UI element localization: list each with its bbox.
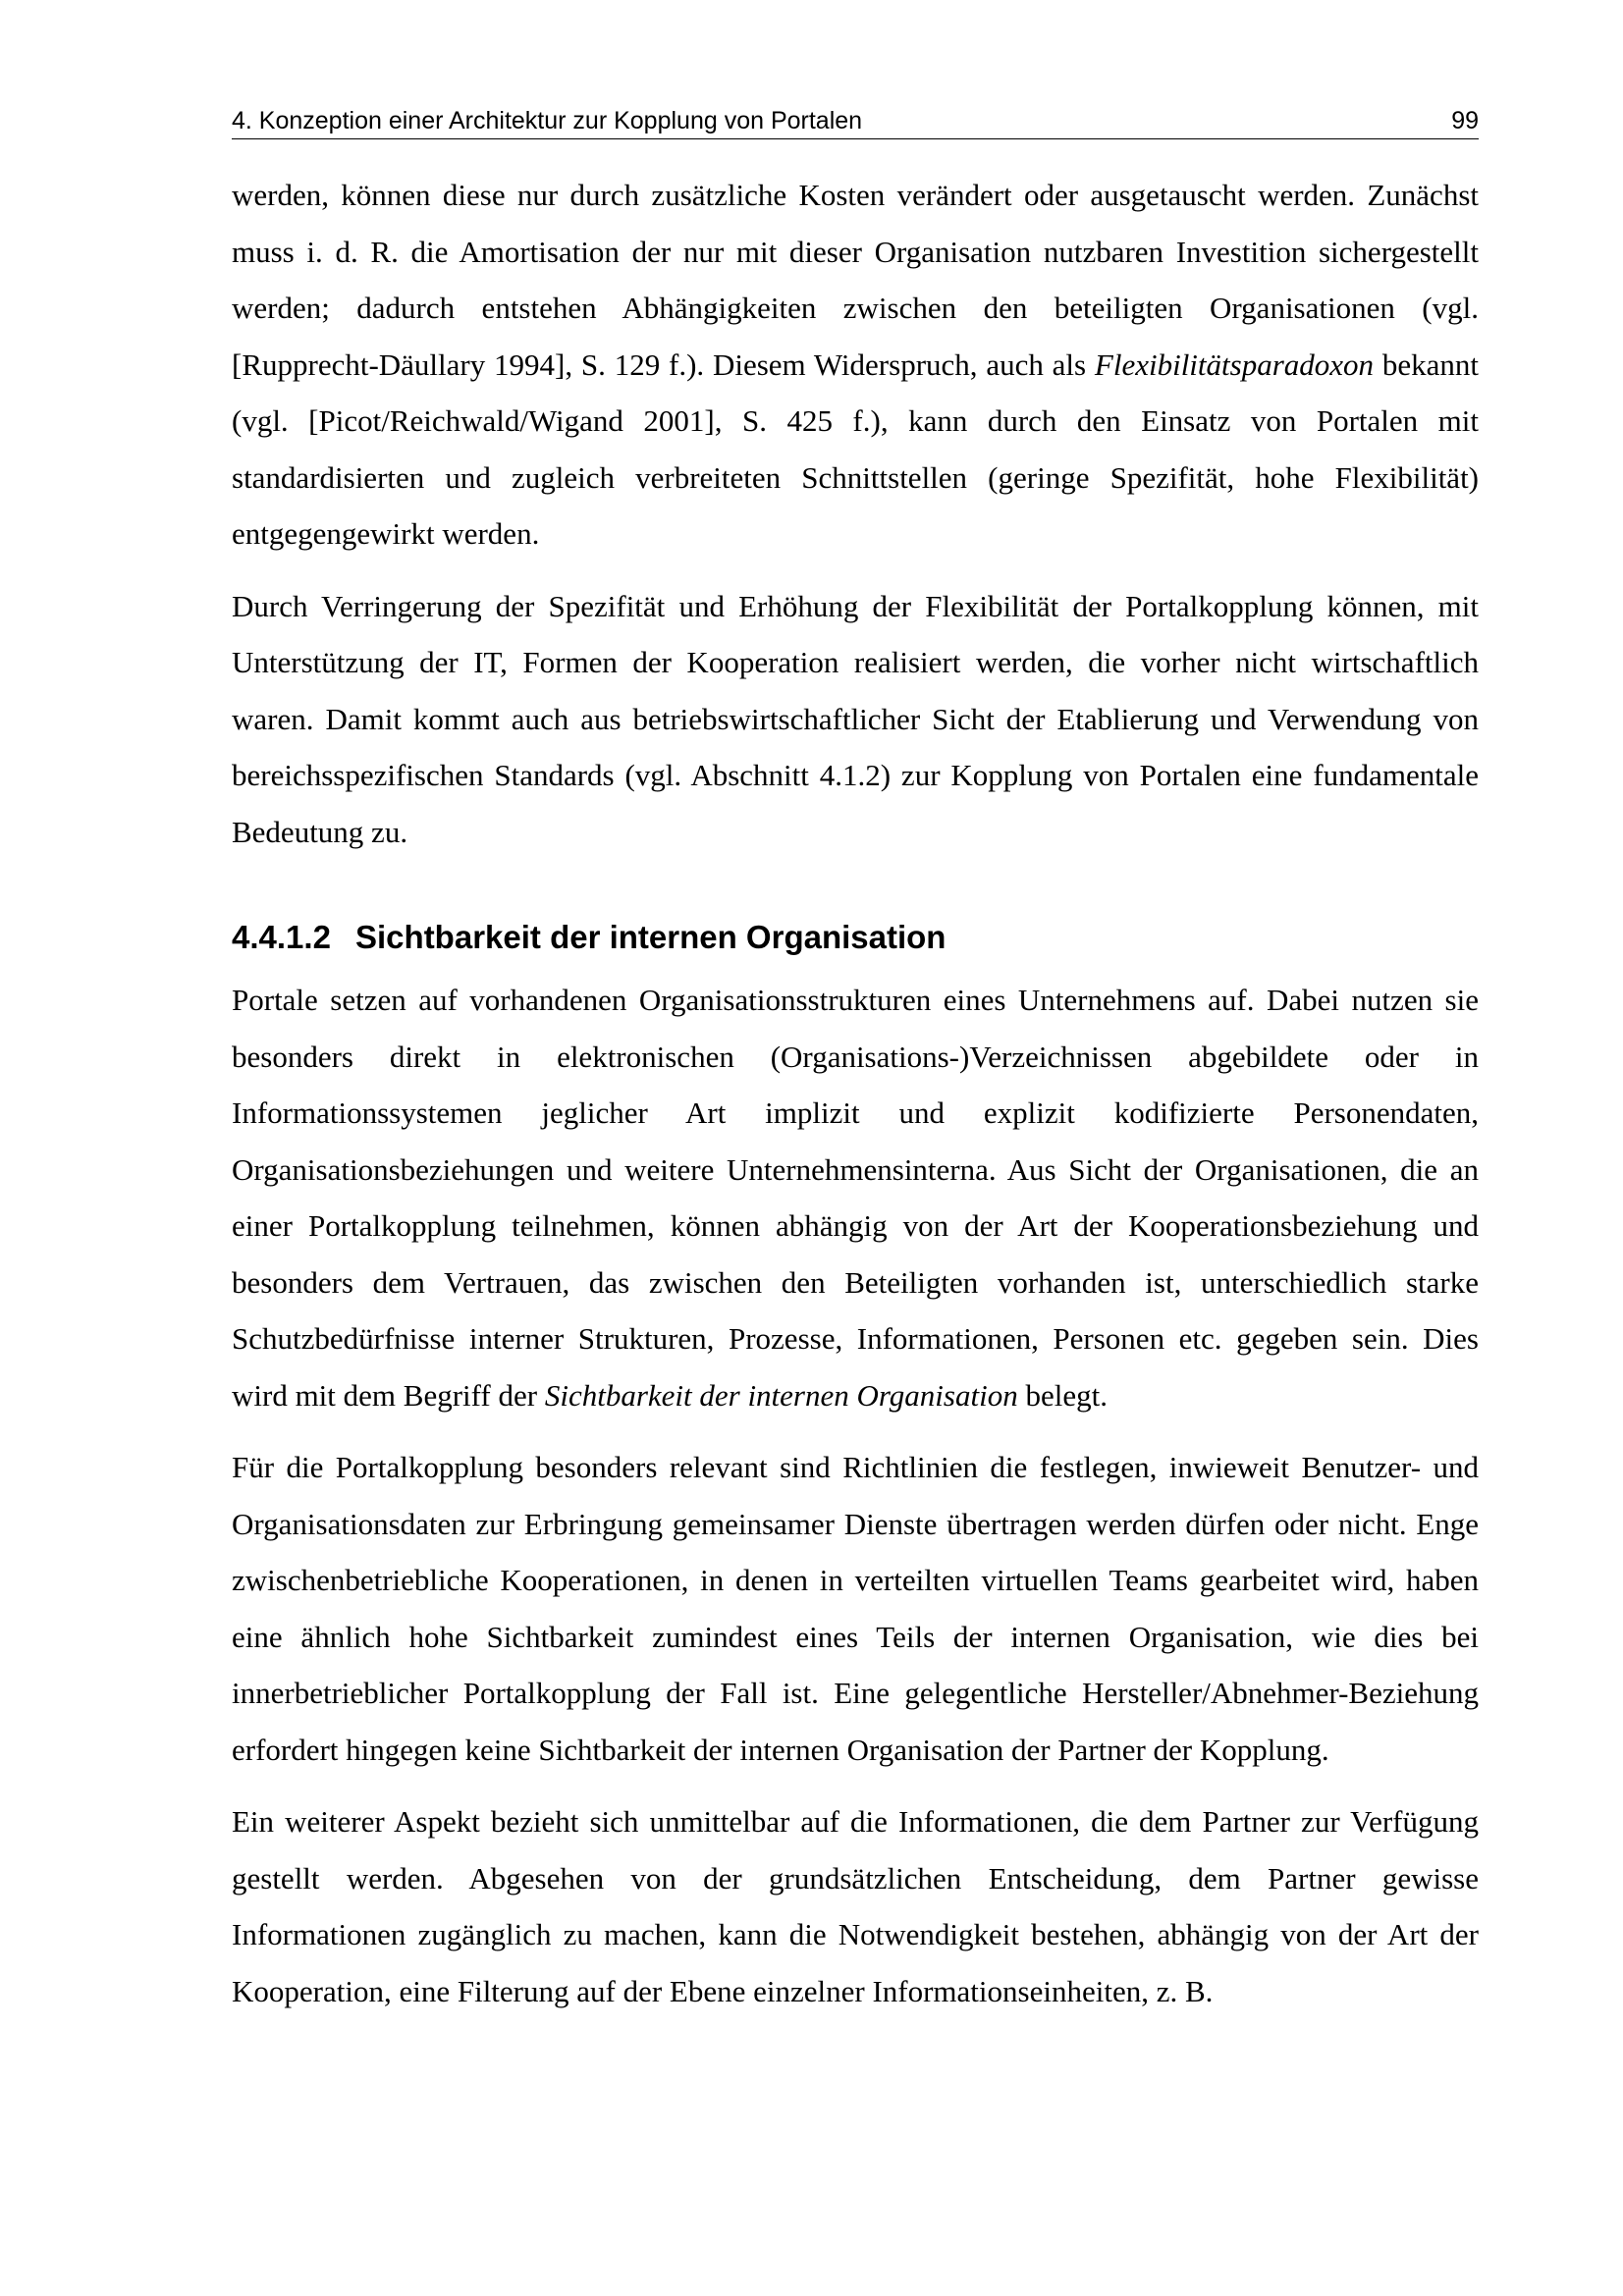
running-header [232, 106, 1479, 139]
page-number: 99 [1451, 107, 1479, 134]
paragraph-specificity: Durch Verringerung der Spezifität und Erhöhung der Flexibilität der Portalkopplung können, mit Unterstützung der IT, Formen der Kooperation realisiert werden, die vorher nicht wirtschaftlich waren. Damit kommt auch aus betriebswirtschaftlicher Sicht der Etablierung und Verwendung von bereichsspezifischen Standards (vgl. Abschnitt 4.1.2) zur Kopplung von Portalen eine fundamentale Bedeutung zu. [232, 588, 1479, 849]
paragraph-flexibility-paradox [232, 167, 1479, 562]
page [232, 106, 1479, 2019]
body-text [232, 167, 1479, 2019]
emphasis-term: Flexibilitätsparadoxon [1094, 347, 1375, 382]
section-heading [232, 916, 1479, 959]
paragraph-guidelines: Für die Portalkopplung besonders relevant sind Richtlinien die festlegen, inwieweit Benutzer- und Organisationsdaten zur Erbringung gemeinsamer Dienste übertragen werden dürfen oder nicht. Enge zwischenbetriebliche Kooperationen, in denen in verteilten virtuellen Teams gearbeitet wird, haben eine ähnlich hohe Sichtbarkeit zumindest eines Teils der internen Organisation, wie dies bei innerbetrieblicher Portalkopplung der Fall ist. Eine gelegentliche Hersteller/Abnehmer-Beziehung erfordert hingegen keine Sichtbarkeit der internen Organisation der Partner der Kopplung. [232, 1450, 1479, 1767]
emphasis-term: Sichtbarkeit der internen Organisation [544, 1377, 1018, 1413]
paragraph-information-filtering: Ein weiterer Aspekt bezieht sich unmittelbar auf die Informationen, die dem Partner zur Verfügung gestellt werden. Abgesehen von der grundsätzlichen Entscheidung, dem Partner gewisse Informationen zugänglich zu machen, kann die Notwendigkeit bestehen, abhängig von der Art der Kooperation, eine Filterung auf der Ebene einzelner Informationseinheiten, z. B. [232, 1804, 1479, 2008]
paragraph-portal-structures [232, 972, 1479, 1423]
section-title: Sichtbarkeit der internen Organisation [355, 919, 947, 955]
paragraph-text: bekannt (vgl. [Picot/Reichwald/Wigand 2001], S. 425 f.), kann durch den Einsatz von Portalen mit standardisierten und zugleich verbreiteten Schnittstellen (geringe Spezifität, hohe Flexibilität) entgegengewirkt werden. [232, 347, 1479, 551]
paragraph-text: Portale setzen auf vorhandenen Organisationsstrukturen eines Unternehmens auf. Dabei nutzen sie besonders direkt in elektronischen (Organisations-)Verzeichnissen abgebildete oder in Informationssystemen jeglicher Art implizit und explizit kodifizierte Personendaten, Organisationsbeziehungen und weitere Unternehmensinterna. Aus Sicht der Organisationen, die an einer Portalkopplung teilnehmen, können abhängig von der Art der Kooperationsbeziehung und besonders dem Vertrauen, das zwischen den Beteiligten vorhanden ist, unterschiedlich starke Schutzbedürfnisse interner Strukturen, Prozesse, Informationen, Personen etc. gegeben sein. Dies wird mit dem Begriff der [232, 983, 1479, 1413]
paragraph-text: werden, können diese nur durch zusätzliche Kosten verändert oder ausgetauscht werden. Zunächst muss i. d. R. die Amortisation der nur mit dieser Organisation nutzbaren Investition sichergestellt werden; dadurch entstehen Abhängigkeiten zwischen den beteiligten Organisationen (vgl. [Rupprecht-Däullary 1994], S. 129 f.). Diesem Widerspruch, auch als [232, 178, 1479, 382]
section-number: 4.4.1.2 [232, 919, 331, 955]
paragraph-text: belegt. [1017, 1377, 1108, 1413]
chapter-title: 4. Konzeption einer Architektur zur Kopplung von Portalen [232, 107, 863, 134]
